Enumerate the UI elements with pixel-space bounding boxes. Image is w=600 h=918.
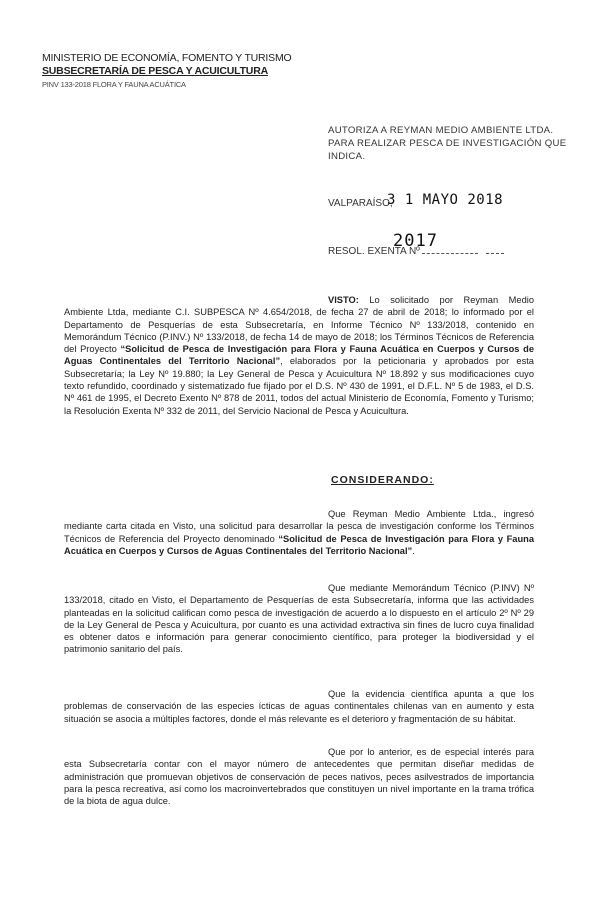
ministry-name: MINISTERIO DE ECONOMÍA, FOMENTO Y TURISMO: [42, 52, 292, 64]
visto-project-title: “Solicitud de Pesca de Investigación para Flora y Fauna Acuática en Cuerpos y Cursos de Aguas Continentales del Territorio Nacional”: [64, 344, 534, 367]
visto-text-1: Lo solicitado por Reyman Medio Ambiente Ltda, mediante C.I. SUBPESCA Nº 4.654/2018, de fecha 27 de abril de 2018; lo informado por el Departamento de Pesquerías de esta Subsecretaría, en Informe Técnico Nº 133/2018, contenido en Memorándum Técnico (P.INV.) Nº 133/2018, de fecha 14 de mayo de 2018; los Términos Técnicos de Referencia del Proyecto: [64, 295, 534, 355]
resolution-blank-short: [486, 253, 504, 254]
file-reference: PINV 133-2018 FLORA Y FAUNA ACUÁTICA: [42, 80, 186, 89]
place-label: VALPARAÍSO,: [328, 198, 393, 209]
c1-text-2: .: [412, 545, 415, 556]
considerando-paragraph-3: Que la evidencia científica apunta a que los problemas de conservación de las especies ícticas de aguas continentales chilenas van en aumento y esta situación se asocia a múltiples factores, donde el más relevante es el deterioro y fragmentación de su hábitat.: [64, 689, 534, 724]
c1-project-title: “Solicitud de Pesca de Investigación para Flora y Fauna Acuática en Cuerpos y Cursos de Aguas Continentales del Territorio Nacional”: [64, 533, 534, 556]
visto-paragraph: [64, 294, 534, 417]
subsecretaria-name: SUBSECRETARÍA DE PESCA Y ACUICULTURA: [42, 65, 268, 77]
c1-text-1: Que Reyman Medio Ambiente Ltda., ingresó mediante carta citada en Visto, una solicitud para desarrollar la pesca de investigación conforme los Términos Técnicos de Referencia del Proyecto denominado: [64, 509, 534, 544]
visto-text-2: , elaborados por la peticionaria y aprobados por esta Subsecretaría; la Ley Nº 19.880; la Ley General de Pesca y Acuicultura Nº 18.892 y sus modificaciones cuyo texto refundido, coordinado y sistematizado fue fijado por el D.S. Nº 430 de 1991, el D.F.L. Nº 5 de 1983, el D.S. Nº 461 de 1995, el Decreto Exento Nº 878 de 2011, todos del actual Ministerio de Economía, Fomento y Turismo; la Resolución Exenta Nº 332 de 2011, del Servicio Nacional de Pesca y Acuicultura.: [64, 356, 534, 416]
resolution-blank: [422, 253, 478, 254]
date-stamp: 3 1 MAYO 2018: [387, 192, 504, 208]
considerando-paragraph-4: Que por lo anterior, es de especial interés para esta Subsecretaría contar con el mayor número de antecedentes que permitan diseñar medidas de administración que promuevan objetivos de conservación de peces nativos, peces asilvestrados de importancia para la pesca recreativa, así como los macroinvertebrados que constituyen un nivel importante en la trama trófica de la biota de agua dulce.: [64, 747, 534, 807]
considerando-heading: CONSIDERANDO:: [331, 474, 434, 486]
resolution-number: 2017: [393, 231, 438, 251]
resolution-label: RESOL. EXENTA Nº: [328, 246, 420, 257]
considerando-paragraph-2: Que mediante Memorándum Técnico (P.INV) Nº 133/2018, citado en Visto, el Departamento de Pesquerías de esta Subsecretaría, informa que las actividades planteadas en la solicitud califican como pesca de investigación de acuerdo a lo dispuesto en el artículo 2º Nº 29 de la Ley General de Pesca y Acuicultura, por cuanto es una actividad extractiva sin fines de lucro cuya finalidad es obtener datos e información para generar conocimiento científico, para proteger la biodiversidad y el patrimonio sanitario del país.: [64, 583, 534, 655]
visto-label: VISTO:: [328, 295, 359, 305]
letterhead: [42, 52, 291, 91]
considerando-paragraph-1: [64, 508, 534, 557]
resolution-subject: AUTORIZA A REYMAN MEDIO AMBIENTE LTDA. PARA REALIZAR PESCA DE INVESTIGACIÓN QUE INDICA.: [328, 125, 567, 162]
